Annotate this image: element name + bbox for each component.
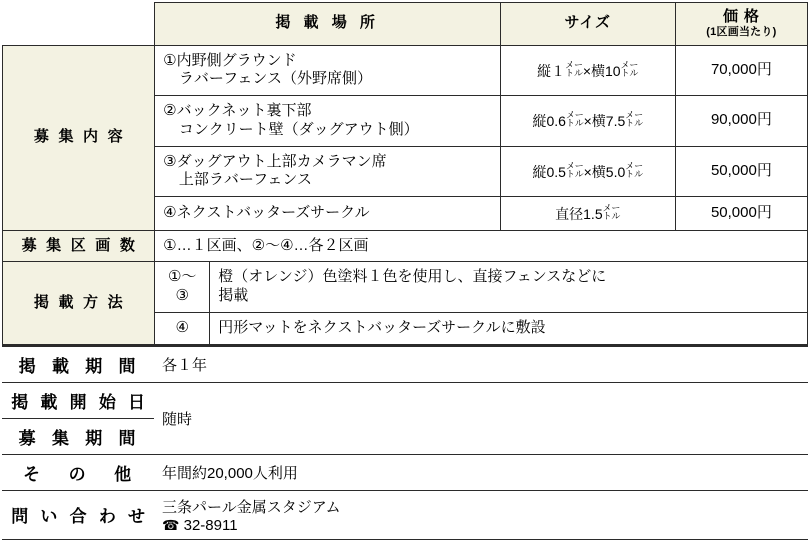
- bottom-label-contact: 問 い 合 わ せ: [2, 490, 154, 539]
- meter-unit-icon: メー トル: [620, 59, 639, 78]
- header-size: サイズ: [500, 3, 675, 46]
- header-price-sub: (1区画当たり): [706, 25, 777, 38]
- table-header-row: [3, 3, 808, 46]
- bottom-row-other: [2, 454, 808, 490]
- size-prefix: 直径1.5: [555, 206, 603, 223]
- contact-phone-number: 32-8911: [183, 516, 238, 534]
- location-line-1: ④ネクストバッターズサークル: [163, 203, 370, 221]
- table-row: [3, 45, 808, 96]
- corner-cell: [3, 3, 155, 46]
- method-value: [210, 262, 808, 313]
- method-value-line-1: 橙（オレンジ）色塗料１色を使用し、直接フェンスなどに: [218, 268, 607, 286]
- method-value-line-2: 掲載: [218, 287, 249, 305]
- location-line-1: ①内野側グラウンド: [163, 51, 297, 69]
- size-prefix: 縦１: [537, 63, 566, 80]
- location-cell: [155, 96, 500, 147]
- bottom-info-table: [2, 345, 808, 542]
- header-location: 掲 載 場 所: [155, 3, 500, 46]
- meter-unit-icon: メー トル: [625, 160, 643, 179]
- size-middle: ×横10: [582, 63, 621, 80]
- method-row: [3, 262, 808, 313]
- size-cell: [500, 197, 675, 231]
- method-label: 掲 載 方 法: [3, 262, 155, 344]
- meter-unit-icon: メー トル: [565, 59, 583, 78]
- location-line-1: ③ダッグアウト上部カメラマン席: [163, 152, 387, 170]
- size-cell: [500, 146, 675, 197]
- blocks-value: ①…１区画、②～④…各２区画: [155, 230, 808, 262]
- bottom-row-period: [2, 346, 808, 383]
- price-cell: 50,000円: [675, 197, 807, 231]
- bottom-value-startdate: 随時: [154, 382, 808, 454]
- header-price-main: 価 格: [722, 8, 760, 25]
- bottom-label-startdate: 掲 載 開 始 日: [2, 382, 154, 418]
- bottom-value-contact: [154, 490, 808, 539]
- location-line-2: 上部ラバーフェンス: [178, 171, 312, 189]
- bottom-value-other: 年間約20,000人利用: [154, 454, 808, 490]
- meter-unit-icon: メー トル: [625, 110, 643, 129]
- location-cell: [155, 45, 500, 96]
- size-prefix: 縦0.5: [532, 164, 566, 181]
- price-cell: 50,000円: [675, 146, 807, 197]
- blocks-label: 募 集 区 画 数: [3, 230, 155, 262]
- bottom-label-application-period: 募 集 期 間: [2, 418, 154, 454]
- size-cell: [500, 45, 675, 96]
- spec-sheet: [0, 2, 810, 534]
- blocks-row: [3, 230, 808, 262]
- bottom-label-other: そ の 他: [2, 454, 154, 490]
- location-line-1: ②バックネット裏下部: [163, 102, 312, 119]
- location-cell: [155, 197, 500, 231]
- telephone-icon: ☎: [162, 516, 180, 533]
- price-cell: 90,000円: [675, 96, 807, 147]
- method-value: 円形マットをネクストバッターズサークルに敷設: [210, 312, 808, 344]
- size-middle: ×横5.0: [583, 164, 626, 181]
- meter-unit-icon: メー トル: [565, 110, 584, 129]
- meter-unit-icon: メー トル: [565, 160, 584, 179]
- size-middle: ×横7.5: [583, 113, 626, 130]
- bottom-row-contact: [2, 490, 808, 539]
- size-cell: [500, 96, 675, 147]
- location-line-2: コンクリート壁（ダッグアウト側）: [178, 120, 419, 138]
- bottom-closing-rule: [2, 539, 808, 542]
- main-spec-table: [2, 2, 808, 345]
- location-cell: [155, 146, 500, 197]
- row-label-content: 募 集 内 容: [3, 45, 155, 230]
- meter-unit-icon: メー トル: [602, 203, 621, 221]
- size-prefix: 縦0.6: [532, 113, 566, 130]
- bottom-row-startdate: [2, 382, 808, 418]
- method-key: ①～③: [155, 262, 210, 313]
- bottom-label-period: 掲 載 期 間: [2, 346, 154, 383]
- method-key: ④: [155, 312, 210, 344]
- header-price: [675, 3, 807, 46]
- bottom-value-period: 各１年: [154, 346, 808, 383]
- contact-venue-name: 三条パール金属スタジアム: [162, 498, 341, 516]
- price-cell: 70,000円: [675, 45, 807, 96]
- location-line-2: ラバーフェンス（外野席側）: [178, 70, 372, 88]
